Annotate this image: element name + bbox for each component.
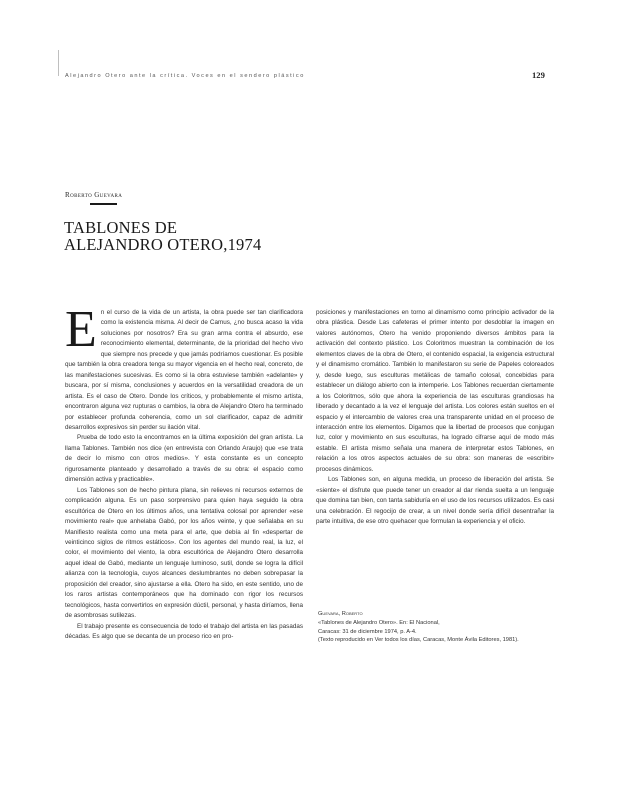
body-paragraph [65,301,303,433]
paragraph-text: n el curso de la vida de un artista, la obra puede ser tan clarificadora como la existencia misma. Al decir de Camus, ¿no busca acaso la vida soluciones por nosotros? Era su gran arma contra el absurdo, ese reconocimiento elemental, determinante, de la prioridad del hecho vivo que siempre nos precede y que jamás podríamos cuestionar. Es posible que también la obra creadora tenga su mayor vigencia en el hecho real, concreto, de las manifestaciones sucesivas. Es como si la obra estuviese también «adelante» y buscara, por sí misma, conclusiones y acuerdos en la versatilidad creadora de un artista. Es el caso de Otero. Donde los críticos, y probablemente el mismo artista, encontraron alguna vez rupturas o cambios, la obra de Alejandro Otero ha terminado por establecer profunda coherencia, como un sol clarificador, capaz de admitir desarrollos expresivos sin perder su ilación vital. [65,309,303,431]
article-author: Roberto Guevara [65,191,123,199]
body-paragraph: posiciones y manifestaciones en torno al dinamismo como principio activador de la obra plástica. Desde Las cafeteras el primer intento por desdoblar la imagen en valores autónomos, Otero ha venido proponiendo diversos ámbitos para la activación del contexto plástico. Los Coloritmos muestran la combinación de los elementos claves de la obra de Otero, el contenido espacial, la exigencia estructural y el dinamismo cromático. También lo manifestaron su serie de Papeles coloreados y, desde luego, sus esculturas metálicas de tamaño colosal, concebidas para establecer un diálogo abierto con la intemperie. Los Tablones recuerdan ciertamente a los Coloritmos, sólo que ahora la experiencia de las esculturas grandiosas ha liberado y decantado a la vez el lenguaje del artista. Los colores están sueltos en el espacio y el intercambio de valores crea una transparente unidad en el proceso de interacción entre los elementos. Digamos que la libertad de procesos que conjugan luz, color y movimiento en sus esculturas, ha logrado cifrarse aquí de modo más estable. El artista mismo señala una manera de interpretar estos Tablones, en relación a los otros aspectos actuales de su obra: son maneras de «escribir» procesos dinámicos. [316,309,554,473]
reference-author: Guevara, Roberto [318,611,363,617]
reference-line: (Texto reproducido en Ver todos los días, Caracas, Monte Ávila Editores, 1981). [318,637,519,644]
body-paragraph: Los Tablones son de hecho pintura plana, sin relieves ni recursos externos de complicación alguna. Es un paso sorprensivo para quien haya seguido la obra escultórica de Otero en los últimos años, una tentativa colosal por aprender «ese movimiento real» que anhelaba Gabó, por los años veinte, y que señalaba en su Manifiesto realista como una meta para el arte, que debía al fin «despertar de veinticinco siglos de ritmos estáticos». Con los agentes del mundo real, la luz, el color, el movimiento del viento, la obra escultórica de Alejandro Otero desarrolla aquel ideal de Gabó, mediante un lenguaje luminoso, sutil, donde se logra la difícil alianza con la tecnología, cuyos alcances deslumbrantes no deben sobrepasar la proposición del creador, sino ajustarse a ella. Otero ha sido, en este sentido, uno de los raros artistas contemporáneos que ha dominado con rigor los recursos tecnológicos, hasta convertirlos en expresión dúctil, personal, y hasta diríamos, llena de asombrosas sutilezas. [65,486,303,620]
margin-rule [58,50,59,76]
running-header: Alejandro Otero ante la crítica. Voces en el sendero plástico [65,73,305,79]
bibliographic-reference [318,610,558,645]
body-column-left [65,301,303,643]
article-title [64,219,384,253]
reference-line: «Tablones de Alejandro Otero». En: El Nacional, [318,619,440,626]
author-underline-bar [90,203,117,205]
page-number: 129 [532,70,545,80]
body-paragraph: Prueba de todo esto la encontramos en la última exposición del gran artista. La llama Tablones. También nos dice (en entrevista con Orlando Araujo) que «se trata de decir lo mismo con otros medios». Y esta constante es un concepto rigurosamente planteado y desarrollado a través de su obra: el espacio como dimensión activa y practicable». [65,434,303,484]
body-paragraph: El trabajo presente es consecuencia de todo el trabajo del artista en las pasadas décadas. Es algo que se decanta de un proceso rico en pro- [65,622,303,641]
body-paragraph: Los Tablones son, en alguna medida, un proceso de liberación del artista. Se «siente» el disfrute que puede tener un creador al dar rienda suelta a un lenguaje que domina tan bien, con tanta sabiduría en el uso de los recursos utilizados. Es casi una celebración. El regocijo de crear, a un nivel donde sería difícil desentrañar la parte intuitiva, de ese otro quehacer que formulan la experiencia y el oficio. [316,476,554,526]
title-line: TABLONES DE [64,218,178,237]
reference-line: Caracas: 31 de diciembre 1974, p. A-4. [318,628,417,635]
title-line: ALEJANDRO OTERO,1974 [64,235,262,254]
body-column-right [316,308,554,528]
drop-cap: E [65,301,97,358]
